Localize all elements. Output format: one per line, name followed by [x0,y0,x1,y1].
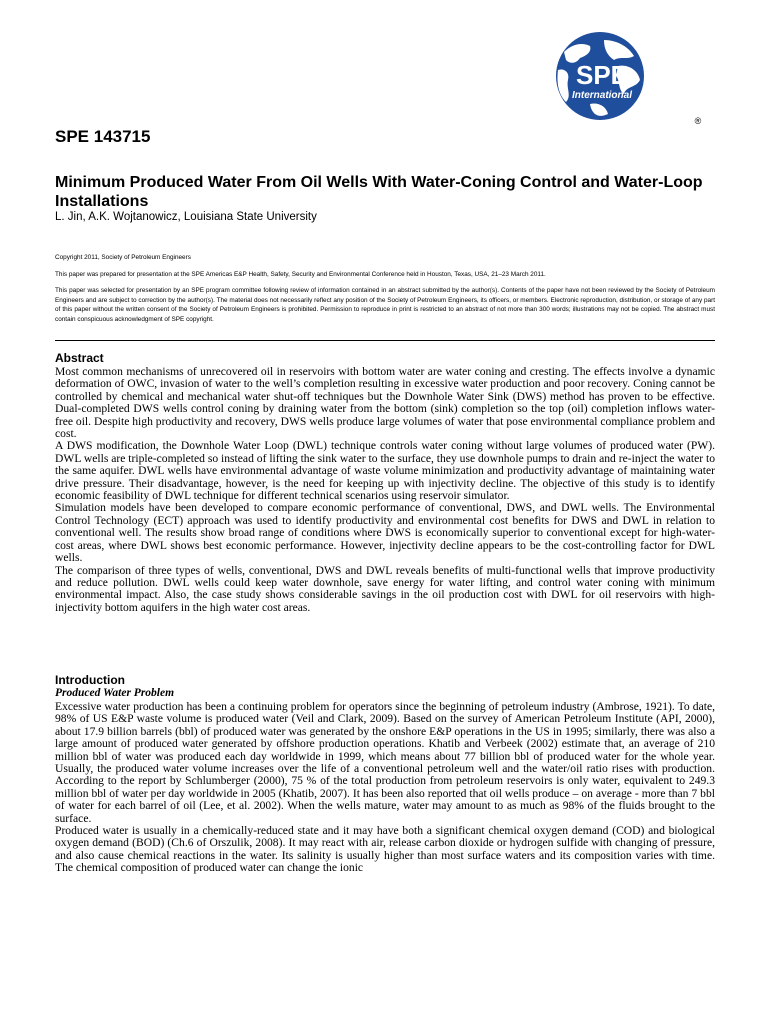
introduction-body [55,701,715,875]
abstract-body [55,366,715,614]
abstract-paragraph: The comparison of three types of wells, conventional, DWS and DWL reveals benefits of multi-functional wells that improve productivity and reduce pollution. DWL wells could keep water downhole, save energy for water lifting, and control water coning with minimum environmental impact. Also, the case study shows considerable savings in the oil production cost with DWL for oil reservoirs with high-injectivity bottom aquifers in the high water cost areas. [55,563,715,614]
paper-number: SPE 143715 [55,127,151,146]
divider [55,340,715,341]
copyright-notice: Copyright 2011, Society of Petroleum Engineers [55,254,191,261]
review-notice: This paper was selected for presentation by an SPE program committee following review of information contained in an abstract submitted by the author(s). Contents of the paper have not been reviewed by the Society of Petroleum Engineers and are subject to correction by the author(s). The material does not necessarily reflect any position of the Society of Petroleum Engineers, its officers, or members. Electronic reproduction, distribution, or storage of any part of this paper without the written consent of the Society of Petroleum Engineers is prohibited. Permission to reproduce in print is restricted to an abstract of not more than 300 words; illustrations may not be copied. The abstract must contain conspicuous acknowledgment of SPE copyright. [55,287,715,323]
abstract-paragraph: A DWS modification, the Downhole Water Loop (DWL) technique controls water coning without large volumes of produced water (PW). DWL wells are triple-completed so instead of lifting the sink water to the surface, they use downhole pumps to drain and re-inject the water to the same aquifer. DWL wells have environmental advantage of waste volume minimization and productivity advantage of maintaining water drive pressure. Their disadvantage, however, is the need for keeping up with injectivity decline. The objective of this study is to identify economic feasibility of DWL technique for different technical scenarios using reservoir simulator. [55,439,715,503]
abstract-paragraph: Simulation models have been developed to compare economic performance of conventional, DWS, and DWL wells. The Environmental Control Technology (ECT) approach was used to identify productivity and environmental cost benefits for DWS and DWL in relation to conventional well. The results show broad range of conditions where DWS is economically superior to conventional except for high-water-cost areas, where DWL shows best economic performance. However, injectivity decline appears to be the cost-controlling factor for DWL wells. [55,501,715,565]
introduction-paragraph: Excessive water production has been a continuing problem for operators since the beginning of petroleum industry (Ambrose, 1921). To date, 98% of US E&P waste volume is produced water (Veil and Clark, 2009). Based on the survey of American Petroleum Institute (API, 2000), about 17.9 billion barrels (bbl) of produced water was generated by the onshore E&P operations in the US in 1995; similarly, there was also a large amount of produced water generated by offshore production operations. Khatib and Verbeek (2002) estimate that, an average of 210 million bbl of water was produced each day worldwide in 1999, which means about 77 billion bbl of produced water for the whole year. Usually, the produced water volume increases over the life of a conventional petroleum well and the water/oil ratio rises with production. According to the report by Schlumberger (2000), 75 % of the total production from petroleum reservoirs is only water, equivalent to 249.3 million bbl of water per day worldwide in 2005 (Khatib, 2007). It has been also reported that oil wells produce – on average - more than 7 bbl of water for each barrel of oil (Lee, et al. 2002). When the wells mature, water may amount to as much as 98% of the fluids brought to the surface. [55,700,715,825]
presentation-notice: This paper was prepared for presentation at the SPE Americas E&P Health, Safety, Security and Environmental Conference held in Houston, Texas, USA, 21–23 March 2011. [55,271,546,278]
introduction-paragraph: Produced water is usually in a chemically-reduced state and it may have both a significant chemical oxygen demand (COD) and biological oxygen demand (BOD) (Ch.6 of Orszulik, 2008). It may react with air, release carbon dioxide or hydrogen sulfide with changing of pressure, and also cause chemical reactions in the water. Its salinity is usually higher than most surface waters and its composition varies with time. The chemical composition of produced water can change the ionic [55,824,715,875]
registered-mark: ® [694,116,702,126]
paper-title: Minimum Produced Water From Oil Wells With Water-Coning Control and Water-Loop Installations [55,174,703,210]
logo-wordmark: SPE [575,60,629,90]
paper-authors: L. Jin, A.K. Wojtanowicz, Louisiana State University [55,211,317,223]
logo-subtitle: International [571,90,633,101]
abstract-heading: Abstract [55,351,104,365]
abstract-paragraph: Most common mechanisms of unrecovered oil in reservoirs with bottom water are water coning and cresting. The effects involve a dynamic deformation of OWC, invasion of water to the well’s completion resulting in excessive water production and poor recovery. Coning cannot be controlled by chemical and mechanical water shut-off techniques but the Downhole Water Sink (DWS) method has proven to be effective. Dual-completed DWS wells control coning by draining water from the bottom (sink) completion so the top (oil) completion inflows water-free oil. Despite high productivity and recovery, DWS wells produce large volumes of water that pose environmental compliance problem and cost. [55,365,715,441]
introduction-heading: Introduction [55,673,125,687]
produced-water-subheading: Produced Water Problem [55,687,175,699]
spe-international-logo [520,30,712,130]
